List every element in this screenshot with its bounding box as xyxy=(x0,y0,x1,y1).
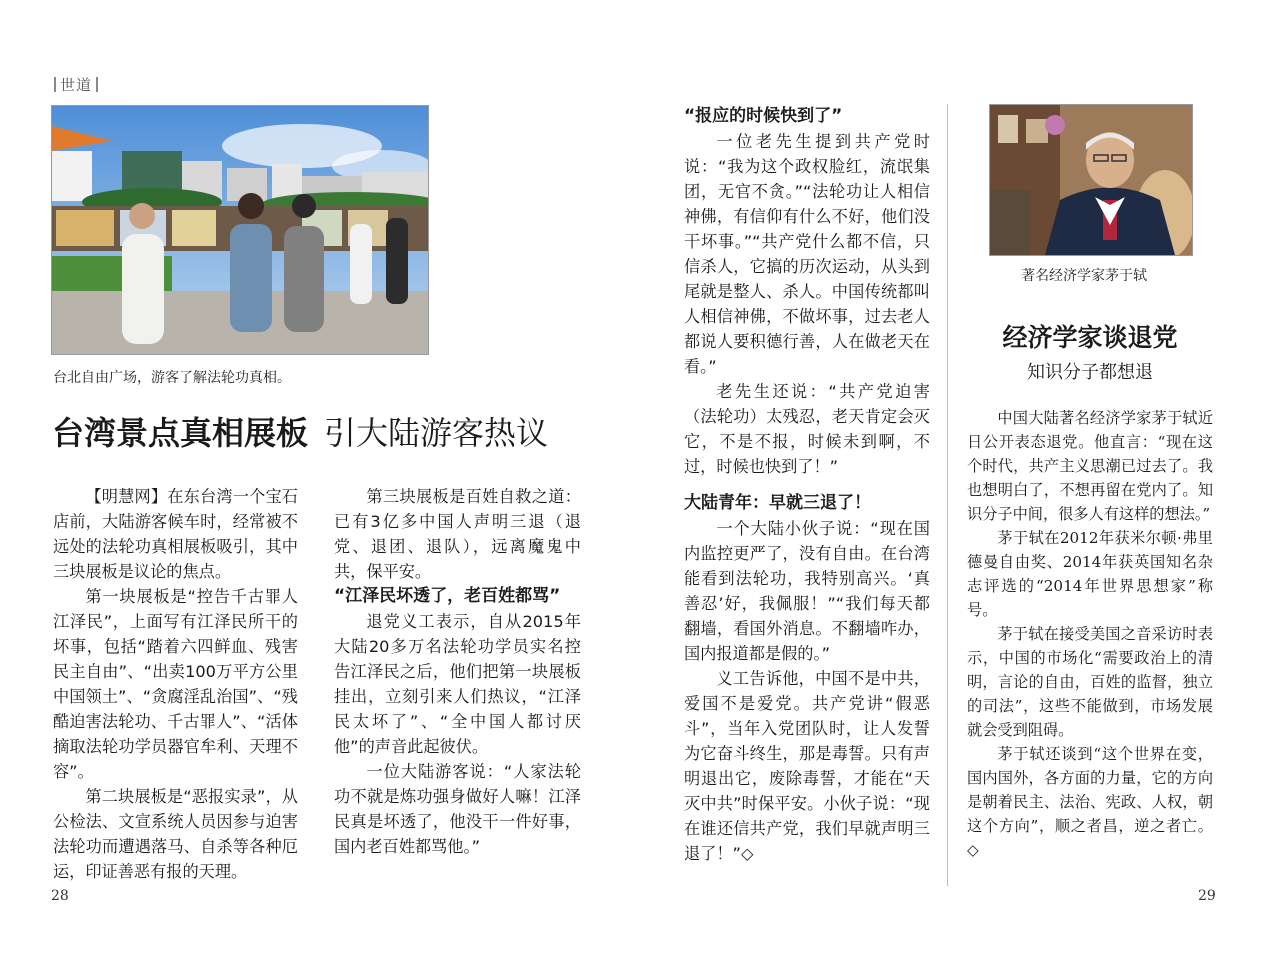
display-boards-scene xyxy=(52,106,428,354)
paragraph: 退党义工表示，自从2015年大陆20多万名法轮功学员实名控告江泽民之后，他们把第一块展板挂出，立刻引来人们热议，“江泽民太坏了”、“全中国人都讨厌他”的声音此起彼伏。 xyxy=(334,612,581,756)
paragraph: 第一块展板是“控告千古罪人江泽民”，上面写有江泽民所干的坏事，包括“踏着六四鲜血、残害民主自由”、“出卖100万平方公里中国领土”、“贪腐淫乱治国”、“残酷迫害法轮功、千古罪人”、“活体摘取法轮功学员器官牟利、天理不容”。 xyxy=(53,587,298,781)
column-divider xyxy=(947,104,948,886)
headline-main: 台湾景点真相展板 xyxy=(52,414,309,452)
paragraph: 第二块展板是“恶报实录”，从公检法、文宣系统人员因参与迫害法轮功而遭遇落马、自杀等各种厄运，印证善恶有报的天理。 xyxy=(53,787,298,881)
sidebar-title-block xyxy=(965,318,1215,384)
subheading: 大陆青年：早就三退了！ xyxy=(684,493,871,513)
photo-display-boards xyxy=(51,105,429,355)
paragraph: 老先生还说：“共产党迫害（法轮功）太残忍，老天肯定会灭它，不是不报，时候未到啊，不过，时候也快到了！” xyxy=(684,382,930,476)
sidebar-title: 经济学家谈退党 xyxy=(1002,323,1178,352)
paragraph: 茅于轼在2012年获米尔顿·弗里德曼自由奖、2014年获英国知名杂志评选的“2014年世界思想家”称号。 xyxy=(967,529,1213,619)
paragraph: 一位老先生提到共产党时说：“我为这个政权脸红，流氓集团，无官不贪。”“法轮功让人相信神佛，有信仰有什么不好，他们没干坏事。”“共产党什么都不信，只信杀人，它搞的历次运动，从头到尾就是整人、杀人。中国传统都叫人相信神佛，不做坏事，过去老人都说人要积德行善，人在做老天在看。” xyxy=(684,132,930,376)
paragraph: 茅于轼在接受美国之音采访时表示，中国的市场化“需要政治上的清明，言论的自由，百姓的监督，独立的司法”，这些不能做到，市场发展就会受到阻碍。 xyxy=(967,625,1213,739)
paragraph: 一位大陆游客说：“人家法轮功不就是炼功强身做好人嘛！江泽民真是坏透了，他没干一件好事，国内老百姓都骂他。” xyxy=(334,762,581,856)
photo-caption-right: 著名经济学家茅于轼 xyxy=(1021,268,1147,284)
paragraph: 【明慧网】在东台湾一个宝石店前，大陆游客候车时，经常被不远处的法轮功真相展板吸引，其中三块展板是议论的焦点。 xyxy=(53,487,298,581)
portrait-scene xyxy=(990,105,1192,255)
subheading: “报应的时候快到了” xyxy=(684,106,843,126)
page-number-left: 28 xyxy=(51,888,69,904)
photo-portrait xyxy=(989,104,1193,256)
subheading: “江泽民坏透了，老百姓都骂” xyxy=(334,586,561,606)
photo-caption-left: 台北自由广场，游客了解法轮功真相。 xyxy=(53,370,291,386)
headline xyxy=(52,408,612,454)
article-column-4 xyxy=(967,406,1213,862)
article-column-2 xyxy=(334,484,581,859)
paragraph: 一个大陆小伙子说：“现在国内监控更严了，没有自由。在台湾能看到法轮功，我特别高兴。‘真善忍’好，我佩服！”“我们每天都翻墙，看国外消息。不翻墙咋办，国内报道都是假的。” xyxy=(684,519,930,663)
sidebar-subtitle: 知识分子都想退 xyxy=(1027,362,1153,383)
headline-sub: 引大陆游客热议 xyxy=(324,414,549,452)
paragraph: 第三块展板是百姓自救之道：已有3亿多中国人声明三退（退党、退团、退队），远离魔鬼中共，保平安。 xyxy=(334,487,581,581)
section-label: 世道 xyxy=(60,76,93,94)
page-number-right: 29 xyxy=(1198,888,1216,904)
section-tag xyxy=(50,74,102,95)
article-column-1 xyxy=(53,484,298,884)
paragraph: 茅于轼还谈到“这个世界在变，国内国外，各方面的力量，它的方向是朝着民主、法治、宪政、人权，朝这个方向”，顺之者昌，逆之者亡。◇ xyxy=(967,745,1213,859)
paragraph: 义工告诉他，中国不是中共，爱国不是爱党。共产党讲“假恶斗”，当年入党团队时，让人发誓为它奋斗终生，那是毒誓。只有声明退出它，废除毒誓，才能在“天灭中共”时保平安。小伙子说：“现在谁还信共产党，我们早就声明三退了！”◇ xyxy=(684,669,930,863)
paragraph: 中国大陆著名经济学家茅于轼近日公开表态退党。他直言：“现在这个时代，共产主义思潮已过去了。我也想明白了，不想再留在党内了。知识分子中间，很多人有这样的想法。” xyxy=(967,409,1213,523)
article-column-3 xyxy=(684,104,930,866)
